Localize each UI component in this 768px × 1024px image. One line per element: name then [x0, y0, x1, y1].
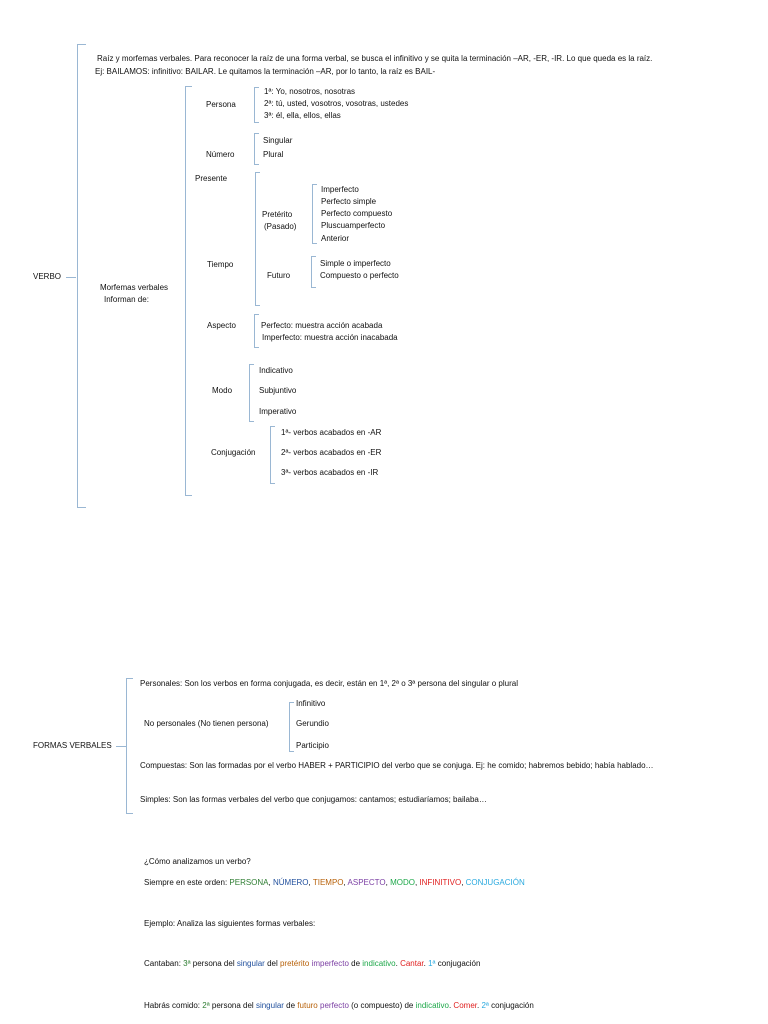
example-persona: 2ª — [202, 1001, 210, 1010]
example-numero: singular — [236, 959, 265, 968]
aspecto-label: Aspecto — [207, 321, 236, 330]
analisis-order-line: Siempre en este orden: PERSONA, NÚMERO, TIEMPO, ASPECTO, MODO, INFINITIVO, CONJUGACIÓN — [144, 878, 525, 887]
futuro-item: Simple o imperfecto — [320, 259, 391, 268]
aspecto-item: Perfecto: muestra acción acabada — [261, 321, 383, 330]
example-conjugacion: 1ª — [428, 959, 436, 968]
example-verb: Cantaban: — [144, 959, 184, 968]
morfemas-line-2: Informan de: — [104, 295, 149, 304]
order-tiempo: TIEMPO — [312, 878, 344, 887]
no-personales-item: Infinitivo — [296, 699, 326, 708]
presente-label: Presente — [195, 174, 228, 183]
conjugacion-item: 3ª- verbos acabados en -IR — [281, 468, 379, 477]
example-numero: singular — [255, 1001, 284, 1010]
example-text: (o compuesto) de — [348, 1001, 416, 1010]
numero-label: Número — [206, 150, 235, 159]
conjugacion-item: 2ª- verbos acabados en -ER — [281, 448, 382, 457]
preterito-item: Imperfecto — [321, 185, 359, 194]
example-text: . — [448, 1001, 454, 1010]
example-text: persona del — [190, 959, 237, 968]
order-numero: NÚMERO — [272, 878, 309, 887]
numero-bracket — [254, 133, 259, 165]
numero-item: Plural — [263, 150, 284, 159]
preterito-item: Perfecto compuesto — [321, 209, 393, 218]
example-modo: indicativo — [362, 959, 396, 968]
example-text: de — [283, 1001, 298, 1010]
persona-item: 1ª: Yo, nosotros, nosotras — [264, 87, 356, 96]
example-text: conjugación — [435, 959, 481, 968]
aspecto-item: Imperfecto: muestra acción inacabada — [262, 333, 398, 342]
persona-label: Persona — [206, 100, 236, 109]
preterito-item: Anterior — [321, 234, 350, 243]
preterito-bracket — [312, 184, 317, 244]
morfemas-line-1: Morfemas verbales — [100, 283, 169, 292]
order-modo: MODO — [390, 878, 415, 887]
preterito-line-2: (Pasado) — [264, 222, 297, 231]
example-tiempo: pretérito — [279, 959, 310, 968]
verbo-bracket — [77, 44, 86, 508]
example-persona: 3ª — [183, 959, 191, 968]
personales-text: Personales: Son los verbos en forma conjugada, es decir, están en 1ª, 2ª o 3ª persona del singular o plural — [140, 679, 518, 688]
example-text: . — [476, 1001, 482, 1010]
futuro-bracket — [311, 256, 316, 288]
intro-line-1: Raíz y morfemas verbales. Para reconocer la raíz de una forma verbal, se busca el infinitivo y se quita la terminación –AR, -ER, -IR. Lo que queda es la raíz. — [97, 54, 653, 63]
no-personales-bracket — [289, 702, 294, 752]
example-text: del — [264, 959, 280, 968]
example-1 — [144, 958, 480, 970]
example-infinitivo: Cantar — [400, 959, 424, 968]
example-aspecto: perfecto — [320, 1001, 349, 1010]
morfemas-bracket — [185, 86, 192, 496]
futuro-label: Futuro — [267, 271, 291, 280]
example-text: . — [423, 959, 429, 968]
example-tiempo: futuro — [297, 1001, 318, 1010]
tiempo-label: Tiempo — [207, 260, 234, 269]
no-personales-label: No personales (No tienen persona) — [144, 719, 269, 728]
persona-bracket — [254, 87, 259, 123]
modo-item: Subjuntivo — [259, 386, 297, 395]
example-text: de — [348, 959, 363, 968]
modo-item: Indicativo — [259, 366, 293, 375]
conjugacion-label: Conjugación — [211, 448, 256, 457]
example-text: conjugación — [488, 1001, 534, 1010]
preterito-line-1: Pretérito — [262, 210, 293, 219]
order-persona: PERSONA — [229, 878, 269, 887]
conjugacion-item: 1ª- verbos acabados en -AR — [281, 428, 382, 437]
bracket-tick — [116, 746, 126, 747]
analisis-question: ¿Cómo analizamos un verbo? — [144, 857, 251, 866]
modo-label: Modo — [212, 386, 233, 395]
formas-bracket — [126, 678, 133, 814]
conjugacion-bracket — [270, 426, 275, 484]
example-verb: Habrás comido: — [144, 1001, 203, 1010]
example-2 — [144, 1000, 534, 1012]
aspecto-bracket — [254, 314, 259, 348]
example-modo: indicativo — [415, 1001, 449, 1010]
no-personales-item: Participio — [296, 741, 329, 750]
order-prefix: Siempre en este orden: — [144, 878, 230, 887]
numero-item: Singular — [263, 136, 293, 145]
persona-item: 2ª: tú, usted, vosotros, vosotras, ustedes — [264, 99, 409, 108]
preterito-item: Pluscuamperfecto — [321, 221, 386, 230]
persona-item: 3ª: él, ella, ellos, ellas — [264, 111, 341, 120]
tiempo-bracket — [255, 172, 260, 306]
ejemplo-line: Ejemplo: Analiza las siguientes formas verbales: — [144, 919, 316, 928]
intro-line-2: Ej: BAILAMOS: infinitivo: BAILAR. Le quitamos la terminación –AR, por lo tanto, la raíz es BAIL- — [95, 67, 436, 76]
order-infinitivo: INFINITIVO — [419, 878, 462, 887]
no-personales-item: Gerundio — [296, 719, 329, 728]
example-conjugacion: 2ª — [481, 1001, 489, 1010]
order-aspecto: ASPECTO — [347, 878, 386, 887]
futuro-item: Compuesto o perfecto — [320, 271, 399, 280]
compuestas-text: Compuestas: Son las formadas por el verbo HABER + PARTICIPIO del verbo que se conjuga. Ej: he comido; habremos bebido; había hablado… — [140, 761, 654, 770]
order-conjugacion: CONJUGACIÓN — [465, 878, 525, 887]
example-infinitivo: Comer — [453, 1001, 477, 1010]
bracket-tick — [66, 277, 76, 278]
preterito-item: Perfecto simple — [321, 197, 377, 206]
example-text: . — [395, 959, 401, 968]
modo-bracket — [249, 364, 254, 422]
modo-item: Imperativo — [259, 407, 297, 416]
example-aspecto: imperfecto — [311, 959, 349, 968]
simples-text: Simples: Son las formas verbales del verbo que conjugamos: cantamos; estudiaríamos; bailaba… — [140, 795, 487, 804]
verbo-root-label: VERBO — [33, 272, 62, 281]
formas-root-label: FORMAS VERBALES — [33, 741, 112, 750]
example-text: persona del — [209, 1001, 256, 1010]
